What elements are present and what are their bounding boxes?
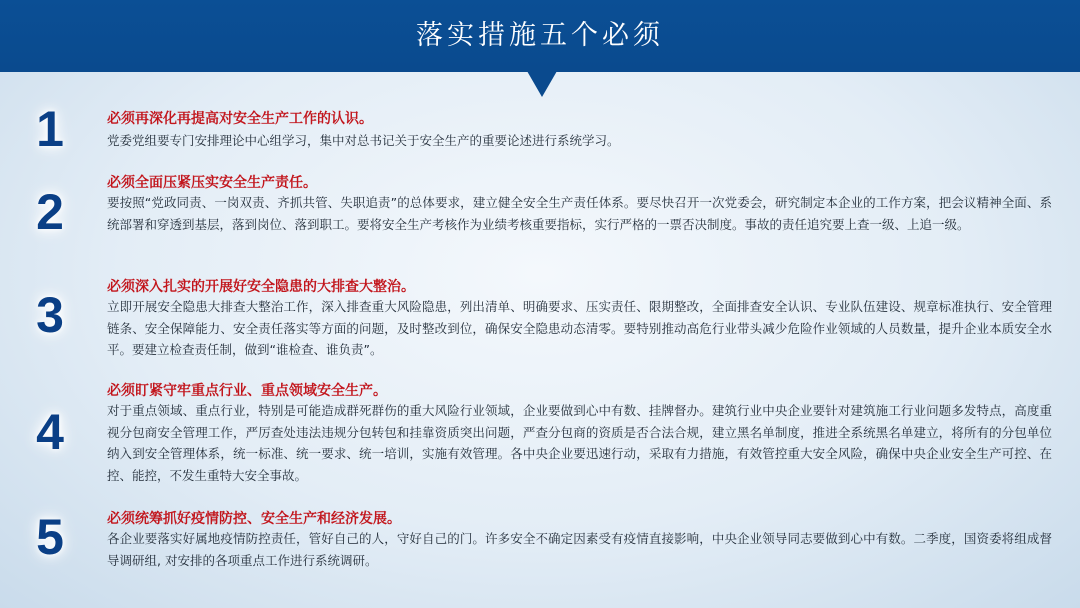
item-number-3: 3: [36, 287, 64, 343]
item-heading-5: 必须统筹抓好疫情防控、安全生产和经济发展。: [107, 511, 401, 527]
header-pointer: [527, 71, 557, 97]
item-body-1: 党委党组要专门安排理论中心组学习，集中对总书记关于安全生产的重要论述进行系统学习。: [107, 133, 620, 148]
item-heading-2: 必须全面压紧压实安全生产责任。: [107, 175, 317, 191]
page-title: 落实措施五个必须: [416, 20, 664, 51]
item-body-4: 对于重点领域、重点行业，特别是可能造成群死群伤的重大风险行业领域，企业要做到心中有数、挂牌督办。建筑行业中央企业要针对建筑施工行业问题多发特点，高度重视分包商安全管理工作，严厉查处违法违规分包转包和挂靠资质突出问题，严查分包商的资质是否合法合规，建立黑名单制度，推进全系统黑名单建立，将所有的分包单位纳入到安全管理体系，统一标准、统一要求、统一培训，实施有效管理。各中央企业要迅速行动，采取有力措施，有效管控重大安全风险，确保中央企业安全生产可控、在控、能控，不发生重特大安全事故。: [107, 403, 1052, 483]
item-number-2: 2: [36, 184, 64, 240]
item-number-1: 1: [36, 101, 64, 157]
item-body-5: 各企业要落实好属地疫情防控责任，管好自己的人，守好自己的门。许多安全不确定因素受有疫情直接影响，中央企业领导同志要做到心中有数。二季度，国资委将组成督导调研组, 对安排的各项重点工作进行系统调研。: [107, 531, 1052, 568]
item-body-3: 立即开展安全隐患大排查大整治工作，深入排查重大风险隐患，列出清单、明确要求、压实责任、限期整改，全面排查安全认识、专业队伍建设、规章标准执行、安全管理链条、安全保障能力、安全责任落实等方面的问题，及时整改到位，确保安全隐患动态清零。要特别推动高危行业带头减少危险作业领域的人员数量，提升企业本质安全水平。要建立检查责任制，做到“谁检查、谁负责”。: [107, 299, 1052, 357]
item-heading-1: 必须再深化再提高对安全生产工作的认识。: [107, 111, 373, 127]
item-heading-4: 必须盯紧守牢重点行业、重点领域安全生产。: [107, 383, 387, 399]
item-number-4: 4: [36, 404, 64, 460]
item-heading-3: 必须深入扎实的开展好安全隐患的大排查大整治。: [107, 279, 415, 295]
item-body-2: 要按照“党政同责、一岗双责、齐抓共管、失职追责”的总体要求，建立健全安全生产责任体系。要尽快召开一次党委会，研究制定本企业的工作方案，把会议精神全面、系统部署和穿透到基层，落到岗位、落到职工。要将安全生产考核作为业绩考核重要指标，实行严格的一票否决制度。事故的责任追究要上查一级、上追一级。: [107, 195, 1052, 232]
item-number-5: 5: [36, 509, 64, 565]
